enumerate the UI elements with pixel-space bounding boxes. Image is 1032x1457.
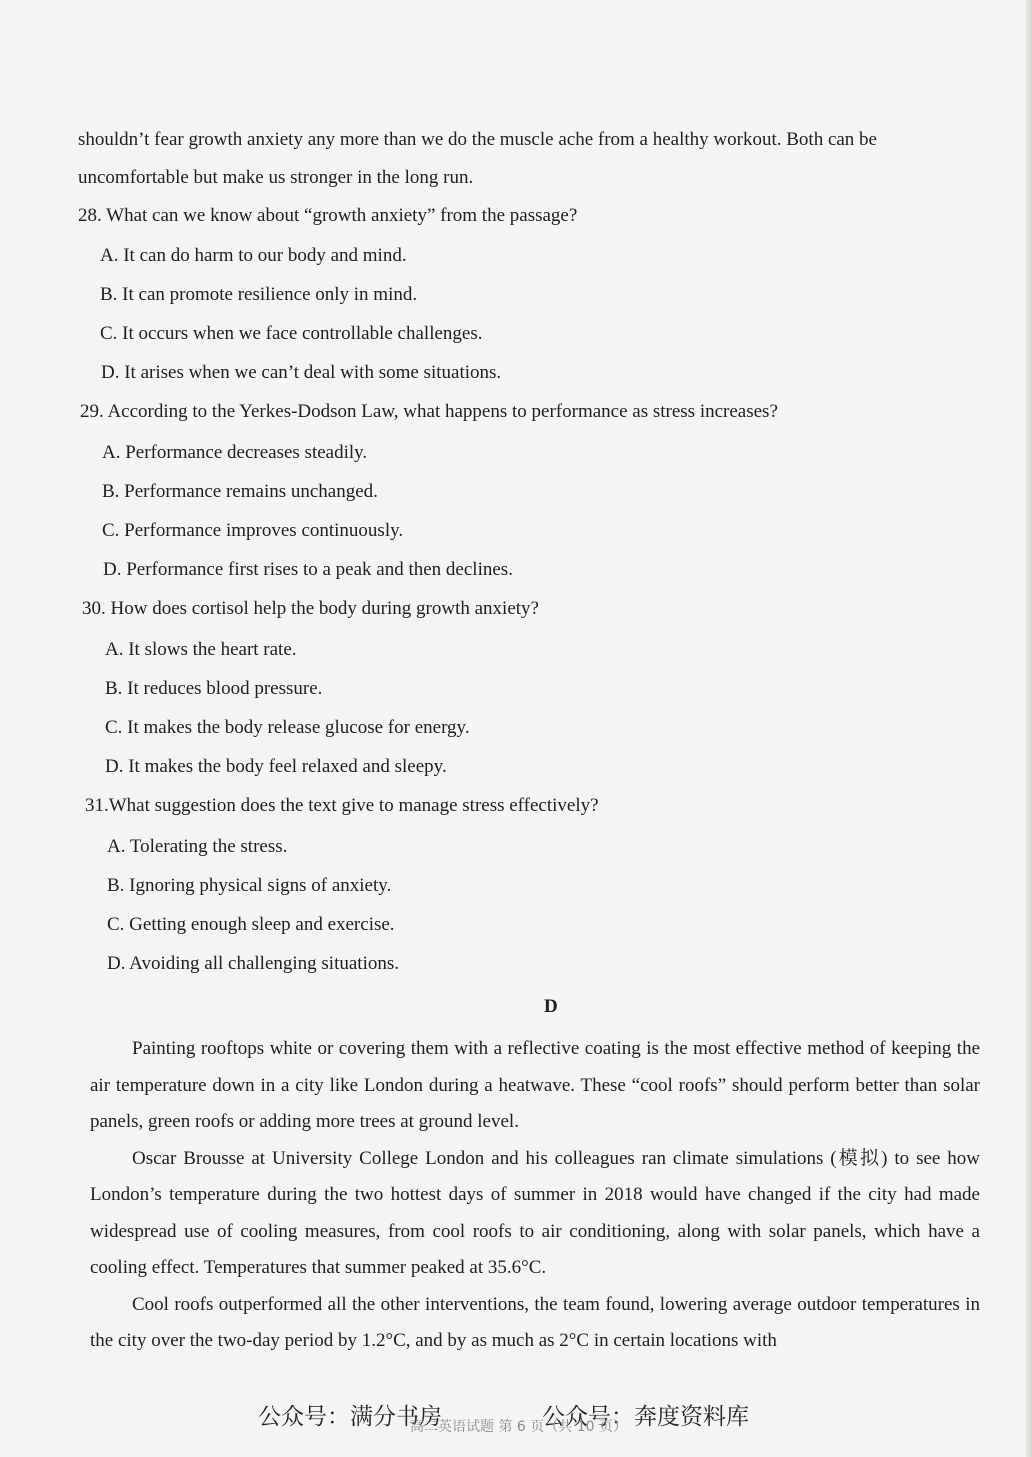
question-29-option-c: C. Performance improves continuously. xyxy=(102,520,404,541)
question-28-option-c: C. It occurs when we face controllable challenges. xyxy=(100,323,483,344)
question-29-option-a: A. Performance decreases steadily. xyxy=(102,442,368,463)
question-30-option-c: C. It makes the body release glucose for energy. xyxy=(105,717,470,738)
question-31-option-d: D. Avoiding all challenging situations. xyxy=(107,953,400,974)
watermark-right: 公众号：奔度资料库 xyxy=(542,1404,749,1430)
question-30-option-a: A. It slows the heart rate. xyxy=(105,639,297,660)
watermark-left: 公众号：满分书房 xyxy=(258,1404,442,1430)
question-30-option-d: D. It makes the body feel relaxed and sleepy. xyxy=(105,756,447,777)
section-heading: D xyxy=(544,996,558,1017)
question-28-option-a: A. It can do harm to our body and mind. xyxy=(100,245,407,266)
question-28-option-d: D. It arises when we can’t deal with some situations. xyxy=(101,362,502,383)
question-30-option-b: B. It reduces blood pressure. xyxy=(105,678,323,699)
question-29-option-d: D. Performance first rises to a peak and then declines. xyxy=(103,559,513,580)
question-28-option-b: B. It can promote resilience only in mind. xyxy=(100,284,418,305)
intro-line-2: uncomfortable but make us stronger in the long run. xyxy=(78,167,474,188)
question-29-stem: 29. According to the Yerkes-Dodson Law, what happens to performance as stress increases? xyxy=(80,401,778,422)
question-28-stem: 28. What can we know about “growth anxiety” from the passage? xyxy=(78,205,578,226)
page-footer: 高二英语试题 第 6 页（共 10 页） xyxy=(410,1419,627,1435)
question-31-option-a: A. Tolerating the stress. xyxy=(107,836,288,857)
page-edge xyxy=(1026,0,1032,1457)
question-31-option-c: C. Getting enough sleep and exercise. xyxy=(107,914,395,935)
question-29-option-b: B. Performance remains unchanged. xyxy=(102,481,378,502)
passage-paragraph: Oscar Brousse at University College London and his colleagues ran climate simulations (模拟) to see how London’s temperature during the two hottest days of summer in 2018 would have changed if the city had made widespread use of cooling measures, from cool roofs to air conditioning, along with solar panels, which have a cooling effect. Temperatures that summer peaked at 35.6°C. xyxy=(90,1147,980,1278)
passage-paragraph: Cool roofs outperformed all the other interventions, the team found, lowering average outdoor temperatures in the city over the two-day period by 1.2°C, and by as much as 2°C in certain locations with xyxy=(90,1293,980,1351)
passage-d xyxy=(90,1031,980,1360)
question-31-option-b: B. Ignoring physical signs of anxiety. xyxy=(107,875,392,896)
question-30-stem: 30. How does cortisol help the body during growth anxiety? xyxy=(82,598,539,619)
question-31-stem: 31.What suggestion does the text give to manage stress effectively? xyxy=(85,795,599,816)
intro-line-1: shouldn’t fear growth anxiety any more than we do the muscle ache from a healthy workout. Both can be xyxy=(78,129,877,150)
passage-paragraph: Painting rooftops white or covering them with a reflective coating is the most effective method of keeping the air temperature down in a city like London during a heatwave. These “cool roofs” should perform better than solar panels, green roofs or adding more trees at ground level. xyxy=(90,1038,980,1132)
